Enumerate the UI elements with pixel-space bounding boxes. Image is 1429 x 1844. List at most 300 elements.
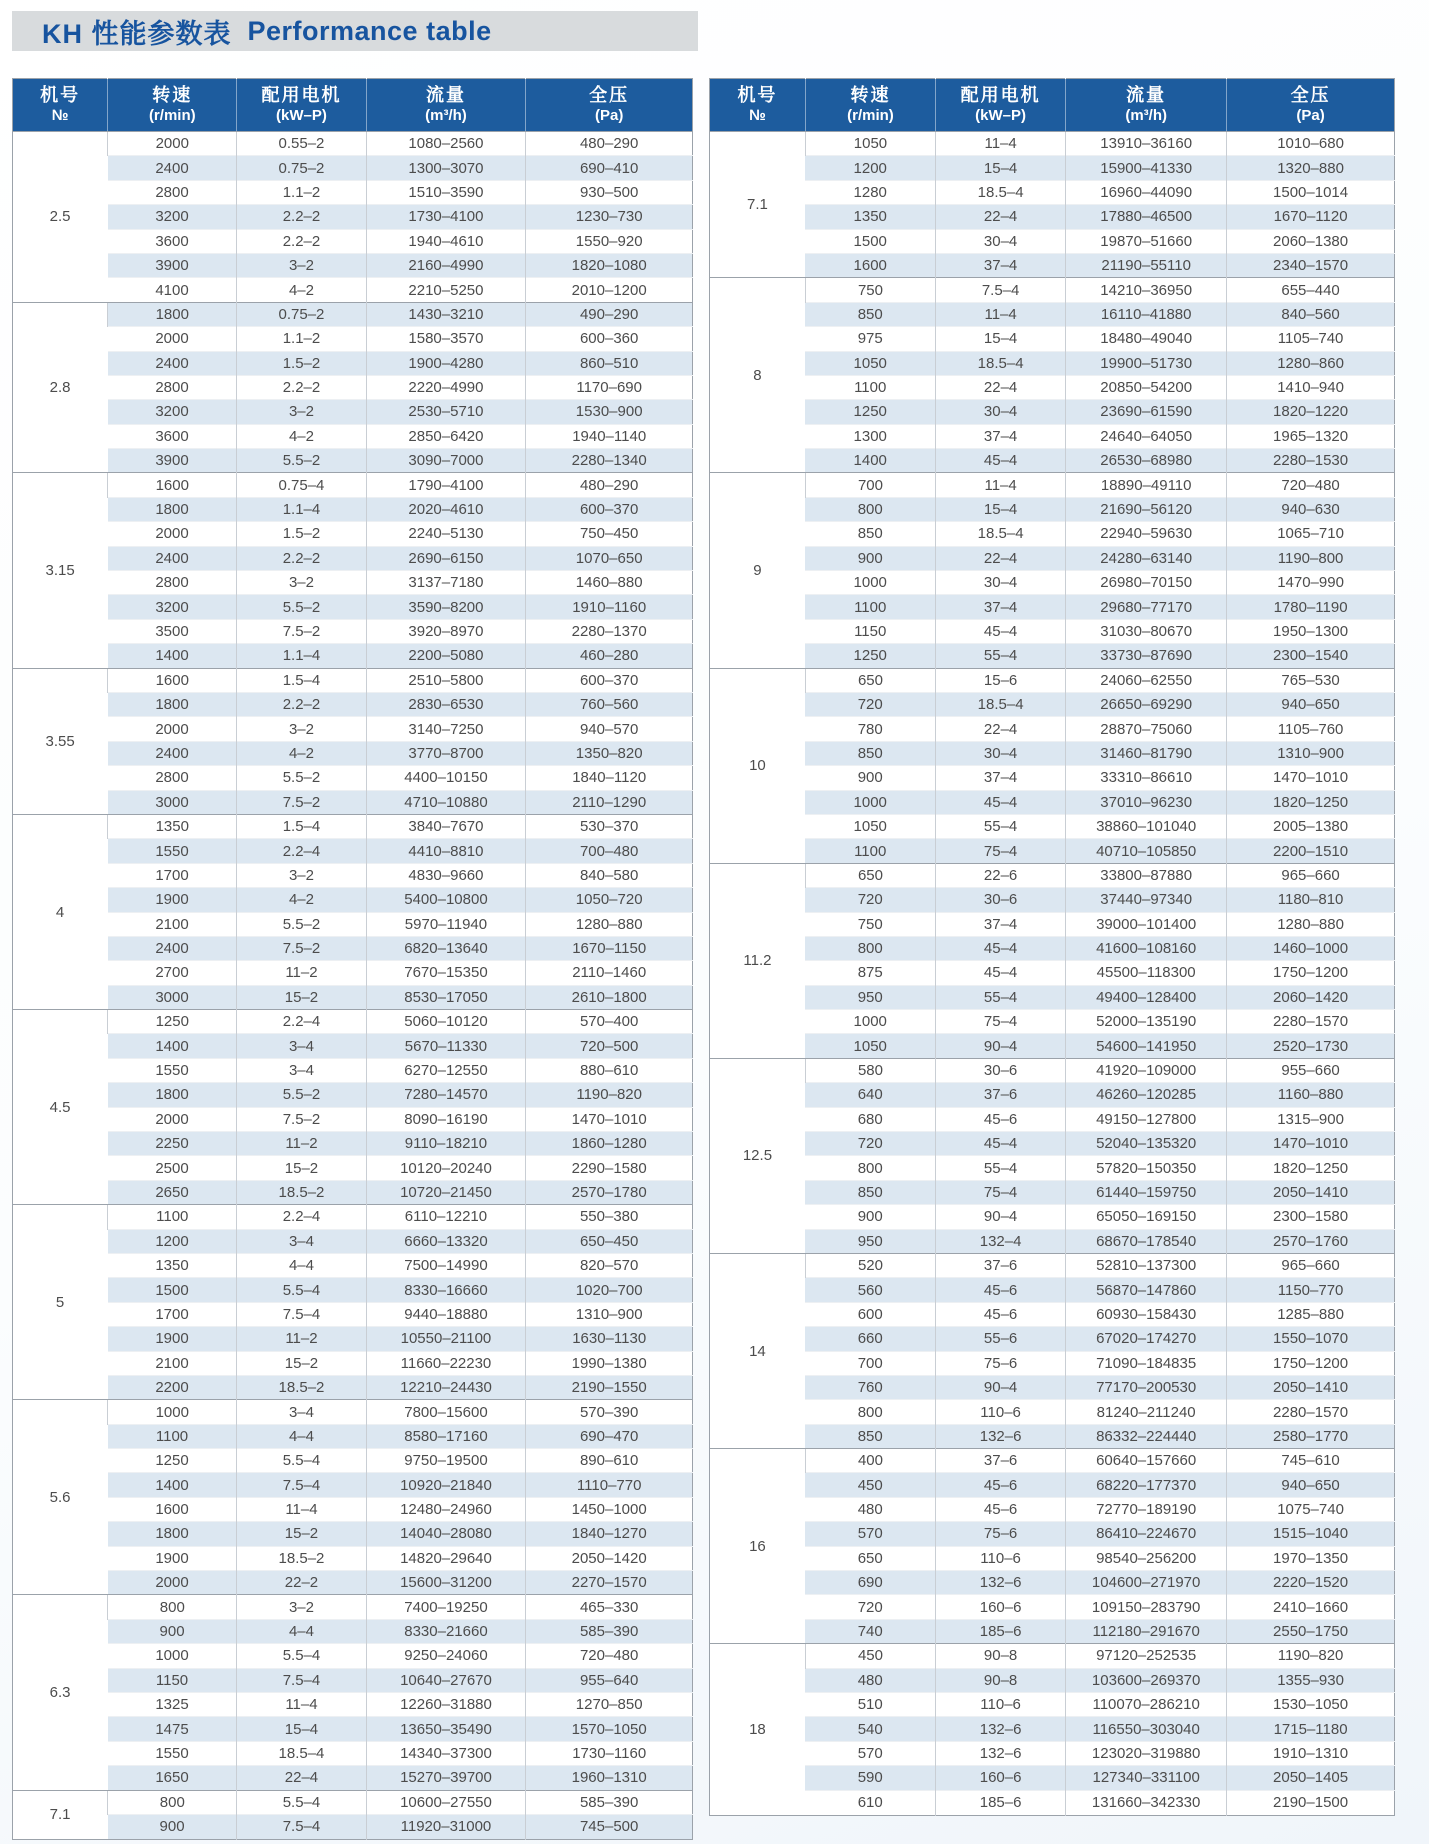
motor-cell: 2.2–2 <box>237 546 366 570</box>
motor-cell: 15–2 <box>237 1522 366 1546</box>
speed-cell: 1800 <box>108 1083 237 1107</box>
flow-cell: 2210–5250 <box>366 278 526 302</box>
flow-cell: 1790–4100 <box>366 473 526 497</box>
flow-cell: 10720–21450 <box>366 1180 526 1204</box>
speed-cell: 1800 <box>108 302 237 326</box>
table-row <box>13 912 693 936</box>
flow-cell: 8580–17160 <box>366 1424 526 1448</box>
table-row <box>13 595 693 619</box>
flow-cell: 1900–4280 <box>366 351 526 375</box>
col-header-speed: 转速 (r/min) <box>805 79 935 132</box>
table-row <box>710 839 1395 863</box>
flow-cell: 19870–51660 <box>1066 229 1227 253</box>
pressure-cell: 585–390 <box>526 1619 693 1643</box>
speed-cell: 2000 <box>108 132 237 156</box>
pressure-cell: 2280–1530 <box>1227 449 1395 473</box>
pressure-cell: 1470–1010 <box>1227 766 1395 790</box>
motor-cell: 2.2–2 <box>237 205 366 229</box>
flow-cell: 22940–59630 <box>1066 522 1227 546</box>
flow-cell: 2220–4990 <box>366 375 526 399</box>
pressure-cell: 1450–1000 <box>526 1497 693 1521</box>
model-no-cell: 10 <box>710 668 806 863</box>
table-row <box>13 1741 693 1765</box>
pressure-cell: 1910–1160 <box>526 595 693 619</box>
motor-cell: 75–4 <box>936 1180 1066 1204</box>
speed-cell: 2200 <box>108 1375 237 1399</box>
model-no-cell: 5.6 <box>13 1400 108 1595</box>
pressure-cell: 965–660 <box>1227 1253 1395 1277</box>
table-row <box>710 1132 1395 1156</box>
speed-cell: 1000 <box>108 1644 237 1668</box>
pressure-cell: 1780–1190 <box>1227 595 1395 619</box>
speed-cell: 1325 <box>108 1693 237 1717</box>
flow-cell: 5670–11330 <box>366 1034 526 1058</box>
table-row <box>13 1156 693 1180</box>
pressure-cell: 1160–880 <box>1227 1083 1395 1107</box>
speed-cell: 1050 <box>805 351 935 375</box>
motor-cell: 45–6 <box>936 1278 1066 1302</box>
col-header-no: 机号 № <box>13 79 108 132</box>
motor-cell: 2.2–4 <box>237 839 366 863</box>
table-row <box>710 1668 1395 1692</box>
speed-cell: 2100 <box>108 912 237 936</box>
flow-cell: 65050–169150 <box>1066 1205 1227 1229</box>
motor-cell: 110–6 <box>936 1400 1066 1424</box>
speed-cell: 700 <box>805 1351 935 1375</box>
flow-cell: 14040–28080 <box>366 1522 526 1546</box>
pressure-cell: 1010–680 <box>1227 132 1395 156</box>
motor-cell: 22–4 <box>936 205 1066 229</box>
motor-cell: 37–4 <box>936 912 1066 936</box>
speed-cell: 1100 <box>108 1424 237 1448</box>
pressure-cell: 600–370 <box>526 668 693 692</box>
col-header-motor: 配用电机 (kW–P) <box>936 79 1066 132</box>
flow-cell: 24280–63140 <box>1066 546 1227 570</box>
flow-cell: 2850–6420 <box>366 424 526 448</box>
speed-cell: 1350 <box>108 814 237 838</box>
speed-cell: 510 <box>805 1693 935 1717</box>
speed-cell: 2500 <box>108 1156 237 1180</box>
flow-cell: 11660–22230 <box>366 1351 526 1375</box>
pressure-cell: 465–330 <box>526 1595 693 1619</box>
table-row <box>710 863 1395 887</box>
speed-cell: 2800 <box>108 375 237 399</box>
table-row <box>710 1522 1395 1546</box>
speed-cell: 1800 <box>108 497 237 521</box>
speed-cell: 1800 <box>108 692 237 716</box>
motor-cell: 5.5–4 <box>237 1278 366 1302</box>
table-row <box>13 571 693 595</box>
header-row <box>13 79 693 132</box>
speed-cell: 2000 <box>108 1107 237 1131</box>
motor-cell: 75–4 <box>936 839 1066 863</box>
pressure-cell: 955–640 <box>526 1668 693 1692</box>
speed-cell: 2400 <box>108 351 237 375</box>
speed-cell: 1900 <box>108 1546 237 1570</box>
motor-cell: 30–4 <box>936 741 1066 765</box>
flow-cell: 9250–24060 <box>366 1644 526 1668</box>
table-row <box>710 1229 1395 1253</box>
speed-cell: 1150 <box>108 1668 237 1692</box>
pressure-cell: 2220–1520 <box>1227 1571 1395 1595</box>
pressure-cell: 1470–1010 <box>1227 1132 1395 1156</box>
speed-cell: 3200 <box>108 400 237 424</box>
motor-cell: 5.5–4 <box>237 1790 366 1814</box>
motor-cell: 22–6 <box>936 863 1066 887</box>
flow-cell: 1940–4610 <box>366 229 526 253</box>
model-no-cell: 7.1 <box>710 132 806 278</box>
col-header-motor: 配用电机 (kW–P) <box>237 79 366 132</box>
flow-cell: 97120–252535 <box>1066 1644 1227 1668</box>
pressure-cell: 1570–1050 <box>526 1717 693 1741</box>
motor-cell: 30–4 <box>936 229 1066 253</box>
table-row <box>13 278 693 302</box>
motor-cell: 5.5–2 <box>237 449 366 473</box>
col-header-flow: 流量 (m³/h) <box>1066 79 1227 132</box>
flow-cell: 60640–157660 <box>1066 1449 1227 1473</box>
pressure-cell: 840–580 <box>526 863 693 887</box>
table-row <box>13 717 693 741</box>
motor-cell: 160–6 <box>936 1766 1066 1790</box>
pressure-cell: 2570–1780 <box>526 1180 693 1204</box>
speed-cell: 1550 <box>108 839 237 863</box>
motor-cell: 7.5–2 <box>237 936 366 960</box>
pressure-cell: 1715–1180 <box>1227 1717 1395 1741</box>
flow-cell: 7670–15350 <box>366 961 526 985</box>
speed-cell: 1600 <box>108 1497 237 1521</box>
motor-cell: 30–4 <box>936 400 1066 424</box>
table-row <box>710 1058 1395 1082</box>
pressure-cell: 1070–650 <box>526 546 693 570</box>
table-row <box>710 1107 1395 1131</box>
table-row <box>710 888 1395 912</box>
table-row <box>13 546 693 570</box>
flow-cell: 68220–177370 <box>1066 1473 1227 1497</box>
flow-cell: 14340–37300 <box>366 1741 526 1765</box>
speed-cell: 570 <box>805 1522 935 1546</box>
speed-cell: 1100 <box>108 1205 237 1229</box>
table-row <box>13 814 693 838</box>
motor-cell: 7.5–4 <box>936 278 1066 302</box>
speed-cell: 480 <box>805 1497 935 1521</box>
motor-cell: 3–4 <box>237 1400 366 1424</box>
motor-cell: 4–2 <box>237 278 366 302</box>
motor-cell: 7.5–2 <box>237 790 366 814</box>
table-row <box>710 668 1395 692</box>
flow-cell: 131660–342330 <box>1066 1790 1227 1815</box>
table-row <box>13 1132 693 1156</box>
motor-cell: 18.5–4 <box>936 351 1066 375</box>
flow-cell: 33310–86610 <box>1066 766 1227 790</box>
motor-cell: 1.1–4 <box>237 497 366 521</box>
speed-cell: 660 <box>805 1327 935 1351</box>
table-row <box>13 1717 693 1741</box>
speed-cell: 2100 <box>108 1351 237 1375</box>
table-row <box>13 1473 693 1497</box>
pressure-cell: 1910–1310 <box>1227 1741 1395 1765</box>
table-row <box>13 1546 693 1570</box>
pressure-cell: 570–400 <box>526 1010 693 1034</box>
speed-cell: 1400 <box>108 1034 237 1058</box>
motor-cell: 45–6 <box>936 1473 1066 1497</box>
pressure-cell: 745–500 <box>526 1814 693 1839</box>
col-header-pressure: 全压 (Pa) <box>526 79 693 132</box>
table-row <box>13 936 693 960</box>
flow-cell: 39000–101400 <box>1066 912 1227 936</box>
flow-cell: 2530–5710 <box>366 400 526 424</box>
speed-cell: 400 <box>805 1449 935 1473</box>
table-row <box>710 571 1395 595</box>
speed-cell: 720 <box>805 1595 935 1619</box>
flow-cell: 8090–16190 <box>366 1107 526 1131</box>
pressure-cell: 1530–900 <box>526 400 693 424</box>
motor-cell: 3–2 <box>237 1595 366 1619</box>
motor-cell: 22–4 <box>237 1766 366 1790</box>
table-row <box>710 278 1395 302</box>
table-row <box>710 156 1395 180</box>
table-row <box>710 473 1395 497</box>
pressure-cell: 1960–1310 <box>526 1766 693 1790</box>
speed-cell: 850 <box>805 741 935 765</box>
pressure-cell: 1460–1000 <box>1227 936 1395 960</box>
pressure-cell: 1550–920 <box>526 229 693 253</box>
flow-cell: 5060–10120 <box>366 1010 526 1034</box>
pressure-cell: 765–530 <box>1227 668 1395 692</box>
motor-cell: 15–4 <box>237 1717 366 1741</box>
speed-cell: 1100 <box>805 839 935 863</box>
flow-cell: 123020–319880 <box>1066 1741 1227 1765</box>
pressure-cell: 1105–740 <box>1227 327 1395 351</box>
model-no-cell: 6.3 <box>13 1595 108 1790</box>
table-row <box>710 1790 1395 1815</box>
speed-cell: 640 <box>805 1083 935 1107</box>
pressure-cell: 2290–1580 <box>526 1156 693 1180</box>
pressure-cell: 860–510 <box>526 351 693 375</box>
pressure-cell: 1670–1150 <box>526 936 693 960</box>
speed-cell: 1000 <box>108 1400 237 1424</box>
motor-cell: 2.2–2 <box>237 229 366 253</box>
motor-cell: 90–8 <box>936 1644 1066 1668</box>
pressure-cell: 2280–1570 <box>1227 1010 1395 1034</box>
flow-cell: 8530–17050 <box>366 985 526 1009</box>
table-row <box>710 351 1395 375</box>
motor-cell: 0.55–2 <box>237 132 366 156</box>
table-row <box>13 1424 693 1448</box>
motor-cell: 11–4 <box>237 1693 366 1717</box>
title-bar <box>12 11 698 51</box>
model-no-cell: 4.5 <box>13 1010 108 1205</box>
motor-cell: 45–6 <box>936 1302 1066 1326</box>
table-row <box>710 1400 1395 1424</box>
table-row <box>710 1156 1395 1180</box>
table-row <box>13 985 693 1009</box>
table-row <box>710 497 1395 521</box>
flow-cell: 52000–135190 <box>1066 1010 1227 1034</box>
pressure-cell: 460–280 <box>526 644 693 668</box>
pressure-cell: 760–560 <box>526 692 693 716</box>
speed-cell: 2400 <box>108 936 237 960</box>
flow-cell: 10640–27670 <box>366 1668 526 1692</box>
table-header <box>710 79 1395 132</box>
flow-cell: 2200–5080 <box>366 644 526 668</box>
table-row <box>13 1107 693 1131</box>
flow-cell: 13910–36160 <box>1066 132 1227 156</box>
speed-cell: 1550 <box>108 1741 237 1765</box>
motor-cell: 132–6 <box>936 1741 1066 1765</box>
motor-cell: 7.5–2 <box>237 619 366 643</box>
pressure-cell: 690–410 <box>526 156 693 180</box>
table-row <box>13 1205 693 1229</box>
speed-cell: 2000 <box>108 327 237 351</box>
col-header-flow: 流量 (m³/h) <box>366 79 526 132</box>
table-row <box>13 253 693 277</box>
speed-cell: 1800 <box>108 1522 237 1546</box>
motor-cell: 18.5–2 <box>237 1180 366 1204</box>
table-row <box>710 205 1395 229</box>
table-row <box>13 1083 693 1107</box>
motor-cell: 55–4 <box>936 814 1066 838</box>
flow-cell: 28870–75060 <box>1066 717 1227 741</box>
pressure-cell: 2270–1570 <box>526 1571 693 1595</box>
flow-cell: 6820–13640 <box>366 936 526 960</box>
flow-cell: 10600–27550 <box>366 1790 526 1814</box>
table-row <box>13 1449 693 1473</box>
table-row <box>13 156 693 180</box>
table-row <box>710 1083 1395 1107</box>
flow-cell: 12480–24960 <box>366 1497 526 1521</box>
speed-cell: 1250 <box>108 1449 237 1473</box>
flow-cell: 21190–55110 <box>1066 253 1227 277</box>
pressure-cell: 1550–1070 <box>1227 1327 1395 1351</box>
flow-cell: 10120–20240 <box>366 1156 526 1180</box>
pressure-cell: 1670–1120 <box>1227 205 1395 229</box>
flow-cell: 3920–8970 <box>366 619 526 643</box>
flow-cell: 2240–5130 <box>366 522 526 546</box>
flow-cell: 16960–44090 <box>1066 180 1227 204</box>
table-row <box>710 595 1395 619</box>
motor-cell: 5.5–2 <box>237 595 366 619</box>
speed-cell: 800 <box>805 936 935 960</box>
flow-cell: 13650–35490 <box>366 1717 526 1741</box>
flow-cell: 72770–189190 <box>1066 1497 1227 1521</box>
table-row <box>710 1741 1395 1765</box>
table-row <box>13 1571 693 1595</box>
speed-cell: 720 <box>805 692 935 716</box>
motor-cell: 132–4 <box>936 1229 1066 1253</box>
speed-cell: 800 <box>805 1400 935 1424</box>
model-no-cell: 2.5 <box>13 132 108 303</box>
pressure-cell: 480–290 <box>526 132 693 156</box>
table-row <box>710 1595 1395 1619</box>
speed-cell: 1475 <box>108 1717 237 1741</box>
table-row <box>13 1400 693 1424</box>
flow-cell: 38860–101040 <box>1066 814 1227 838</box>
col-header-pressure: 全压 (Pa) <box>1227 79 1395 132</box>
pressure-cell: 2550–1750 <box>1227 1619 1395 1643</box>
pressure-cell: 1180–810 <box>1227 888 1395 912</box>
flow-cell: 112180–291670 <box>1066 1619 1227 1643</box>
flow-cell: 98540–256200 <box>1066 1546 1227 1570</box>
pressure-cell: 2300–1540 <box>1227 644 1395 668</box>
pressure-cell: 1170–690 <box>526 375 693 399</box>
pressure-cell: 1280–880 <box>526 912 693 936</box>
motor-cell: 18.5–4 <box>237 1741 366 1765</box>
page-title-en: Performance table <box>247 15 492 46</box>
flow-cell: 1300–3070 <box>366 156 526 180</box>
motor-cell: 55–4 <box>936 1156 1066 1180</box>
motor-cell: 37–4 <box>936 595 1066 619</box>
flow-cell: 127340–331100 <box>1066 1766 1227 1790</box>
pressure-cell: 1350–820 <box>526 741 693 765</box>
pressure-cell: 2190–1500 <box>1227 1790 1395 1815</box>
table-row <box>710 741 1395 765</box>
flow-cell: 41600–108160 <box>1066 936 1227 960</box>
speed-cell: 720 <box>805 1132 935 1156</box>
speed-cell: 1050 <box>805 814 935 838</box>
table-body <box>13 132 693 1840</box>
speed-cell: 1300 <box>805 424 935 448</box>
flow-cell: 116550–303040 <box>1066 1717 1227 1741</box>
speed-cell: 1700 <box>108 863 237 887</box>
model-no-cell: 16 <box>710 1449 806 1644</box>
flow-cell: 16110–41880 <box>1066 302 1227 326</box>
motor-cell: 7.5–4 <box>237 1473 366 1497</box>
motor-cell: 18.5–2 <box>237 1546 366 1570</box>
flow-cell: 5970–11940 <box>366 912 526 936</box>
speed-cell: 450 <box>805 1473 935 1497</box>
table-row <box>710 1766 1395 1790</box>
table-row <box>710 936 1395 960</box>
flow-cell: 24640–64050 <box>1066 424 1227 448</box>
motor-cell: 11–4 <box>237 1497 366 1521</box>
speed-cell: 1400 <box>108 1473 237 1497</box>
motor-cell: 1.5–2 <box>237 522 366 546</box>
pressure-cell: 1820–1220 <box>1227 400 1395 424</box>
pressure-cell: 2190–1550 <box>526 1375 693 1399</box>
motor-cell: 11–4 <box>936 302 1066 326</box>
table-row <box>13 1302 693 1326</box>
flow-cell: 103600–269370 <box>1066 1668 1227 1692</box>
motor-cell: 37–4 <box>936 766 1066 790</box>
motor-cell: 4–4 <box>237 1619 366 1643</box>
motor-cell: 55–6 <box>936 1327 1066 1351</box>
flow-cell: 7800–15600 <box>366 1400 526 1424</box>
speed-cell: 3900 <box>108 253 237 277</box>
pressure-cell: 1940–1140 <box>526 424 693 448</box>
speed-cell: 875 <box>805 961 935 985</box>
table-row <box>710 1546 1395 1570</box>
speed-cell: 800 <box>108 1790 237 1814</box>
table-row <box>13 1253 693 1277</box>
speed-cell: 900 <box>108 1619 237 1643</box>
speed-cell: 900 <box>805 546 935 570</box>
speed-cell: 720 <box>805 888 935 912</box>
pressure-cell: 1075–740 <box>1227 1497 1395 1521</box>
motor-cell: 2.2–2 <box>237 375 366 399</box>
table-row <box>710 961 1395 985</box>
table-row <box>13 1814 693 1839</box>
speed-cell: 1400 <box>108 644 237 668</box>
speed-cell: 2250 <box>108 1132 237 1156</box>
flow-cell: 23690–61590 <box>1066 400 1227 424</box>
table-row <box>710 1253 1395 1277</box>
speed-cell: 540 <box>805 1717 935 1741</box>
table-row <box>710 424 1395 448</box>
motor-cell: 22–4 <box>936 717 1066 741</box>
speed-cell: 950 <box>805 985 935 1009</box>
motor-cell: 132–6 <box>936 1571 1066 1595</box>
flow-cell: 1510–3590 <box>366 180 526 204</box>
